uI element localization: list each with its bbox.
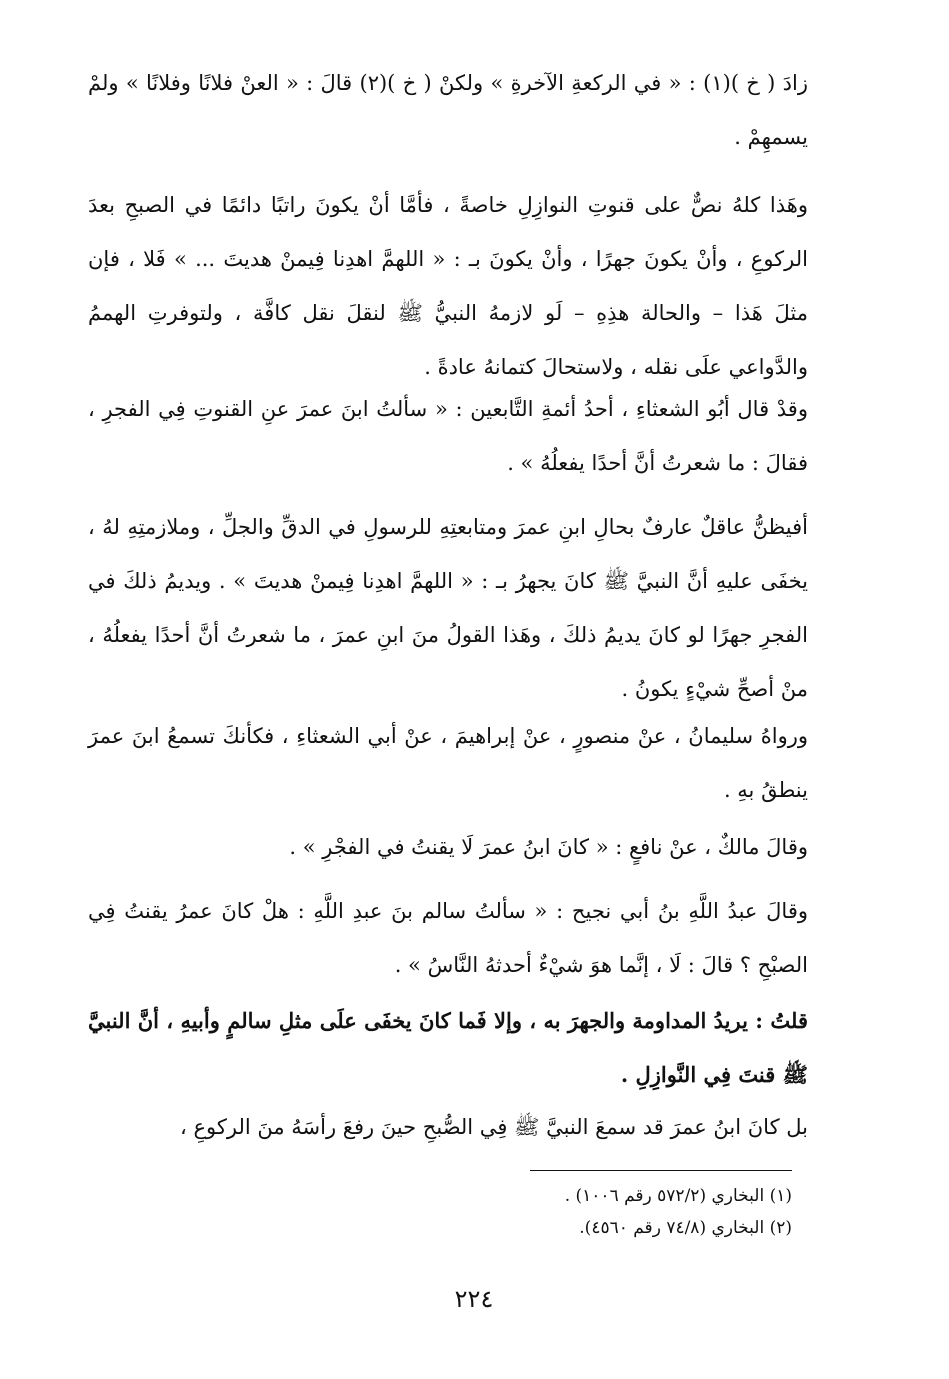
- footnote-divider: [530, 1170, 792, 1171]
- paragraph-2: وهَذا كلهُ نصٌّ على قنوتِ النوازِلِ خاصةً ، فأمَّا أنْ يكونَ راتبًا دائمًا في الصبحِ بعدَ الركوعِ ، وأنْ يكونَ جهرًا ، وأنْ يكونَ بـ : « اللهمَّ اهدِنا فِيمنْ هديتَ ... » فَلا ، فإن مثلَ هَذا – والحالة هذِهِ – لَو لازمهُ النبيُّ ﷺ لنقلَ نقل كافَّة ، ولتوفرتِ الهممُ والدَّواعي علَى نقله ، ولاستحالَ كتمانهُ عادةً .: [88, 193, 808, 379]
- paragraph-6: وقالَ مالكٌ ، عنْ نافعٍ : « كانَ ابنُ عمرَ لَا يقنتُ في الفجْرِ » .: [289, 835, 808, 859]
- footnote-2: (٢) البخاري (٧٤/٨ رقم ٤٥٦٠).: [579, 1218, 792, 1238]
- paragraph-8-bold-comment: قلتُ : يريدُ المداومة والجهرَ به ، وإلا فَما كانَ يخفَى علَى مثلِ سالمٍ وأبيهِ ، أنَّ النبيَّ ﷺ قنتَ فِي النَّوازِلِ .: [88, 1008, 808, 1087]
- paragraph-9: بل كانَ ابنُ عمرَ قد سمعَ النبيَّ ﷺ فِي الصُّبحِ حينَ رفعَ رأسَهُ منَ الركوعِ ،: [180, 1115, 808, 1139]
- paragraph-1: زادَ ( خ )(١) : « في الركعةِ الآخرةِ » ولكنْ ( خ )(٢) قالَ : « العنْ فلانًا وفلانًا » ولمْ يسمهِمْ .: [88, 71, 808, 149]
- footnote-1: (١) البخاري (٥٧٢/٢ رقم ١٠٠٦) .: [564, 1186, 792, 1206]
- paragraph-3: وقدْ قال أبُو الشعثاءِ ، أحدُ أئمةِ التَّابعين : « سألتُ ابنَ عمرَ عنِ القنوتِ فِي الفجرِ ، فقالَ : ما شعرتُ أنَّ أحدًا يفعلُهُ » .: [88, 397, 808, 475]
- paragraph-4: أفيظنُّ عاقلٌ عارفٌ بحالِ ابنِ عمرَ ومتابعتِهِ للرسولِ في الدقِّ والجلِّ ، وملازمتِهِ لهُ ، يخفَى عليهِ أنَّ النبيَّ ﷺ كانَ يجهرُ بـ : « اللهمَّ اهدِنا فِيمنْ هديتَ » . ويديمُ ذلكَ في الفجرِ جهرًا لو كانَ يديمُ ذلكَ ، وهَذا القولُ منَ ابنِ عمرَ ، ما شعرتُ أنَّ أحدًا يفعلُهُ ، منْ أصحِّ شيْءٍ يكونُ .: [88, 515, 808, 701]
- paragraph-5: ورواهُ سليمانُ ، عنْ منصورٍ ، عنْ إبراهيمَ ، عنْ أبي الشعثاءِ ، فكأنكَ تسمعُ ابنَ عمرَ ينطقُ بهِ .: [88, 724, 808, 802]
- paragraph-7: وقالَ عبدُ اللَّهِ بنُ أبي نجيح : « سألتُ سالم بنَ عبدِ اللَّهِ : هلْ كانَ عمرُ يقنتُ فِي الصبْحِ ؟ قالَ : لَا ، إنَّما هوَ شيْءٌ أحدثهُ النَّاسُ » .: [88, 899, 808, 977]
- page-number: ٢٢٤: [454, 1285, 494, 1313]
